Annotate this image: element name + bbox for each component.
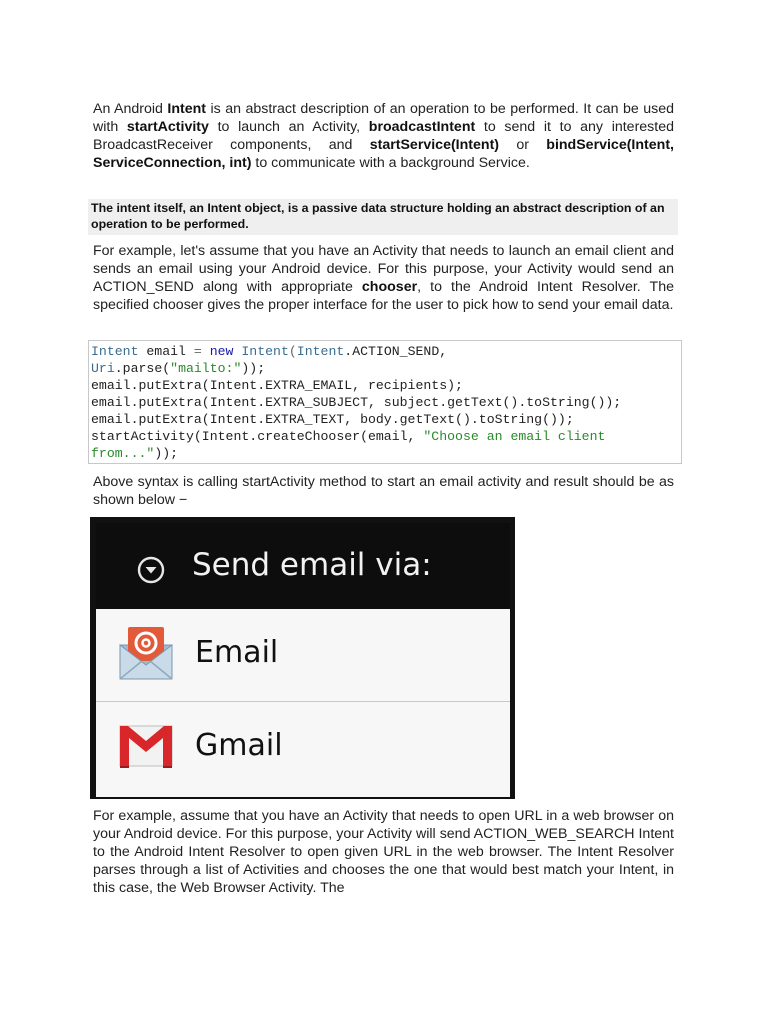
term-startservice: startService(Intent)	[369, 137, 500, 153]
code-token: "mailto:"	[170, 361, 242, 376]
term-startactivity: startActivity	[126, 119, 209, 135]
term-intent: Intent	[167, 101, 207, 117]
text: or	[499, 137, 547, 153]
web-browser-example-paragraph: For example, assume that you have an Activity that needs to open URL in a web browser on your Android device. For this purpose, your Activity will send ACTION_WEB_SEARCH Intent to the Android Intent Resolver to open given URL in the web browser. The Intent Resolver parses through a list of Activities and chooses the one that would best match your Intent, in this case, the Web Browser Activity. The	[93, 808, 674, 896]
code-token: Intent	[91, 344, 139, 359]
code-token: startActivity(Intent.createChooser(email,	[91, 429, 424, 444]
code-token: (	[288, 344, 297, 359]
text: , to the Android Intent Resolver. The specified chooser gives the proper interface for the user to pick how to send your email data.	[93, 279, 674, 313]
code-line: email.putExtra(Intent.EXTRA_SUBJECT, subject.getText().toString());	[91, 395, 622, 410]
text: For example, let's assume that you have an Activity that needs to launch an email client and sends an email using your Android device. For this purpose, your Activity would send an ACTION_SEND along with appropriate	[93, 243, 674, 295]
code-token: Intent	[233, 344, 289, 359]
code-token: Uri	[91, 361, 115, 376]
term-chooser: chooser	[361, 279, 418, 295]
code-token: .ACTION_SEND,	[344, 344, 448, 359]
intent-intro-paragraph	[93, 100, 674, 172]
code-token: ));	[241, 361, 266, 376]
code-token: Intent	[296, 344, 345, 359]
intent-note-box: The intent itself, an Intent object, is a passive data structure holding an abstract description of an operation to be performed.	[88, 199, 678, 235]
code-token: "Choose an email client	[423, 429, 606, 444]
syntax-explanation-paragraph: Above syntax is calling startActivity method to start an email activity and result should be as shown below −	[93, 474, 674, 508]
code-token: email	[138, 344, 194, 359]
chevron-down-circle-icon	[137, 556, 165, 584]
email-example-paragraph	[93, 242, 674, 314]
code-line: email.putExtra(Intent.EXTRA_TEXT, body.getText().toString());	[91, 412, 574, 427]
term-broadcastintent: broadcastIntent	[368, 119, 476, 135]
text: to send it to any interested BroadcastReceiver components, and	[93, 119, 675, 153]
chooser-item-gmail[interactable]	[96, 702, 510, 794]
gmail-app-icon	[114, 714, 178, 778]
code-token: ));	[154, 446, 179, 461]
chooser-item-label: Email	[195, 635, 279, 670]
chooser-item-label: Gmail	[195, 728, 283, 763]
email-app-icon	[114, 621, 178, 685]
code-token: .parse(	[114, 361, 171, 376]
chooser-item-email[interactable]	[96, 609, 510, 701]
chooser-app-list	[96, 609, 510, 797]
text: to communicate with a background Service.	[251, 155, 530, 171]
chooser-dialog-header	[96, 523, 510, 609]
code-token: new	[201, 344, 234, 359]
code-block	[88, 340, 682, 464]
code-token: =	[193, 344, 202, 359]
text: to launch an Activity,	[208, 119, 369, 135]
text: An Android	[93, 101, 168, 117]
text: is an abstract description of an operation to be performed. It can be used with	[93, 101, 674, 135]
code-token: from..."	[91, 446, 155, 461]
chooser-dialog-title: Send email via:	[192, 547, 432, 583]
code-line: email.putExtra(Intent.EXTRA_EMAIL, recipients);	[91, 378, 463, 393]
term-bindservice: bindService(Intent, ServiceConnection, int)	[93, 137, 674, 171]
chooser-dialog-screenshot	[90, 517, 515, 799]
